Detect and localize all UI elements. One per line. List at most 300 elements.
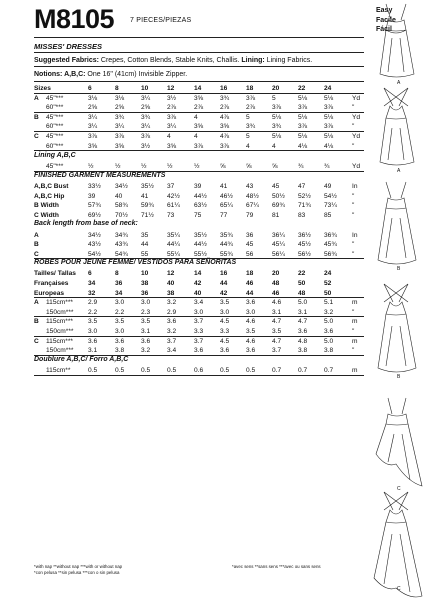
table-cell: 3.0: [246, 308, 256, 316]
width-label: 115cm***: [46, 318, 73, 326]
table-cell: 57¾: [88, 202, 101, 210]
unit-label: ": [352, 308, 355, 316]
table-cell: ⅝: [220, 163, 226, 171]
divider: [34, 66, 364, 67]
table-cell: 3.2: [141, 347, 151, 355]
table-cell: 42½: [167, 192, 180, 200]
table-cell: 56: [246, 250, 254, 258]
table-cell: 35¼: [167, 231, 180, 239]
table-cell: 8: [115, 85, 119, 92]
table-cell: 71¾: [298, 202, 311, 210]
unit-label: ": [352, 202, 355, 210]
table-cell: 22: [298, 85, 306, 92]
table-cell: 3.0: [220, 308, 230, 316]
unit-label: ": [352, 241, 355, 249]
table-cell: 32: [88, 289, 96, 297]
table-cell: 5.1: [324, 299, 334, 307]
table-cell: 3⅝: [115, 142, 125, 150]
table-cell: ¾: [298, 163, 304, 171]
table-cell: 3.6: [167, 318, 177, 326]
table-cell: 3.6: [220, 347, 230, 355]
doublure-heading: Doublure A,B,C/ Forro A,B,C: [34, 355, 129, 363]
unit-label: In: [352, 183, 358, 190]
row-label: Françaises: [34, 280, 69, 287]
table-cell: 3.8: [115, 347, 125, 355]
figure-label: A: [397, 168, 401, 174]
table-cell: 36¾: [324, 231, 337, 239]
table-cell: 3.0: [115, 328, 125, 335]
table-cell: 3¼: [167, 123, 177, 131]
table-cell: 58¾: [115, 202, 128, 210]
table-cell: 3⅞: [298, 123, 308, 131]
table-cell: 3¾: [220, 94, 230, 102]
table-cell: 24: [324, 270, 332, 278]
table-cell: 44½: [194, 192, 207, 200]
table-cell: 3½: [141, 142, 151, 150]
table-cell: 3.5: [246, 328, 256, 335]
table-cell: 2.2: [115, 308, 125, 316]
table-cell: 4⅛: [324, 142, 334, 150]
metric-yardage-row: [34, 317, 364, 326]
dress-view-b-back: [378, 284, 416, 372]
table-cell: 3.5: [272, 328, 282, 335]
table-cell: 3.6: [298, 328, 308, 335]
table-cell: 36: [141, 289, 149, 297]
table-cell: 3.0: [141, 299, 151, 307]
table-cell: 45: [246, 241, 254, 249]
table-cell: 3¾: [141, 113, 151, 121]
row-label: Tailles/ Tallas: [34, 270, 76, 278]
table-cell: 12: [167, 85, 175, 92]
table-cell: 0.5: [88, 366, 98, 374]
garment-row: [34, 192, 364, 201]
table-cell: ½: [88, 163, 94, 171]
unit-label: ": [352, 347, 355, 355]
table-cell: 52½: [298, 192, 311, 200]
table-cell: 48½: [246, 192, 259, 200]
table-cell: 54½: [88, 250, 101, 258]
table-cell: 2.2: [88, 308, 98, 316]
table-cell: 34½: [88, 231, 101, 239]
row-label: A: [34, 299, 39, 307]
table-cell: 48: [298, 289, 306, 297]
table-cell: 45½: [298, 241, 311, 249]
divider: [34, 37, 364, 38]
table-cell: 59¾: [141, 202, 154, 210]
garment-row: [34, 201, 364, 210]
table-cell: 5.0: [298, 299, 308, 307]
table-cell: 3.6: [88, 337, 98, 345]
width-label: 150cm***: [46, 328, 74, 335]
table-cell: 44¾: [220, 241, 233, 249]
table-cell: 36¼: [272, 231, 285, 239]
table-cell: 34½: [115, 183, 128, 190]
table-cell: 41: [220, 183, 228, 190]
table-cell: 0.5: [141, 366, 151, 374]
table-cell: 50: [324, 289, 332, 297]
row-label: B: [34, 241, 39, 249]
table-cell: 3.0: [194, 308, 204, 316]
table-cell: 5⅛: [298, 94, 308, 102]
notions: Notions: A,B,C: One 16" (41cm) Invisible Zipper.: [34, 71, 188, 78]
table-cell: 18: [246, 270, 254, 278]
row-label: A: [34, 94, 39, 102]
row-label: Europeas: [34, 289, 65, 297]
table-cell: 54¾: [115, 250, 128, 258]
dress-view-a-back: [380, 88, 414, 165]
table-cell: 18: [246, 85, 254, 92]
table-cell: 33½: [88, 183, 101, 190]
table-cell: 2⅝: [141, 104, 151, 112]
dress-view-c-front: [376, 398, 422, 486]
table-cell: 0.6: [194, 366, 204, 374]
table-cell: 3.3: [220, 328, 230, 335]
table-cell: 3⅞: [324, 104, 334, 112]
nap-notes-fr: *avec sens **sans sens ***avec ou sans sens: [232, 564, 321, 569]
table-cell: 16: [220, 270, 228, 278]
row-label: B: [34, 318, 39, 326]
table-cell: 3⅛: [88, 94, 98, 102]
table-cell: 70½: [115, 211, 128, 219]
table-cell: 45¾: [324, 241, 337, 249]
row-label: C: [34, 250, 39, 258]
width-label: 45"***: [46, 133, 64, 140]
table-cell: 3⅝: [220, 123, 230, 131]
table-cell: 3.6: [115, 337, 125, 345]
table-cell: 73¼: [324, 202, 337, 210]
table-cell: 8: [115, 270, 119, 278]
table-cell: 3⅞: [167, 113, 177, 121]
dress-view-a-front: [380, 4, 414, 77]
table-cell: 45¼: [272, 241, 285, 249]
table-cell: 3¼: [141, 94, 151, 102]
intl-sizes-row: [34, 279, 364, 288]
table-cell: 2⅞: [246, 104, 256, 112]
figure-label: C: [397, 486, 401, 492]
table-cell: 5.0: [324, 318, 334, 326]
table-cell: 3¾: [272, 123, 282, 131]
table-cell: 2⅞: [167, 104, 177, 112]
table-cell: 4.5: [220, 337, 230, 345]
table-cell: 55¼: [167, 250, 180, 258]
table-cell: 5⅛: [324, 133, 334, 140]
unit-label: ": [352, 104, 355, 112]
row-label: B: [34, 113, 39, 121]
table-cell: 3.6: [324, 328, 334, 335]
table-cell: 3⅝: [194, 123, 204, 131]
back-length-row: [34, 240, 364, 249]
table-cell: 75: [194, 211, 202, 219]
table-cell: 3.1: [88, 347, 98, 355]
table-cell: 40: [115, 192, 123, 200]
table-cell: 3.7: [194, 318, 204, 326]
table-cell: 3¼: [88, 113, 98, 121]
figure-label: B: [397, 374, 401, 380]
table-cell: 5⅛: [298, 133, 308, 140]
table-cell: 4.8: [298, 337, 308, 345]
table-cell: 10: [141, 270, 149, 278]
table-cell: 2⅝: [115, 104, 125, 112]
unit-label: m: [352, 318, 358, 326]
intl-sizes-row: [34, 269, 364, 278]
table-cell: 35: [141, 231, 149, 239]
pattern-number: M8105: [34, 4, 115, 34]
table-cell: 56¾: [324, 250, 337, 258]
width-label: 60"***: [46, 142, 64, 150]
unit-label: m: [352, 299, 358, 307]
table-cell: ½: [167, 163, 173, 171]
table-cell: 46: [246, 280, 254, 287]
table-cell: 3⅝: [167, 142, 177, 150]
row-label: A: [34, 231, 39, 239]
unit-label: ": [352, 123, 355, 131]
row-label: C Width: [34, 211, 59, 219]
table-cell: 34: [88, 280, 96, 287]
table-cell: 3⅞: [246, 94, 256, 102]
width-label: 150cm***: [46, 308, 74, 316]
table-cell: 44¼: [167, 241, 180, 249]
table-cell: 2⅞: [220, 104, 230, 112]
table-cell: 42: [220, 289, 228, 297]
table-cell: 35½: [194, 231, 207, 239]
table-cell: 63½: [194, 202, 207, 210]
row-label: B Width: [34, 202, 59, 210]
table-cell: 50½: [272, 192, 285, 200]
table-cell: 56¼: [272, 250, 285, 258]
width-label: 45"***: [46, 163, 64, 171]
table-cell: 39: [88, 192, 96, 200]
table-cell: 16: [220, 85, 228, 92]
difficulty-label: Easy Facile Fácil: [376, 7, 396, 33]
unit-label: ": [352, 211, 355, 219]
table-cell: 44: [141, 241, 149, 249]
width-label: 150cm***: [46, 347, 74, 355]
table-cell: 77: [220, 211, 228, 219]
table-cell: 14: [194, 85, 202, 92]
table-cell: 4: [167, 133, 171, 140]
back-length-heading: Back length from base of neck:: [34, 220, 138, 228]
unit-label: ": [352, 328, 355, 335]
table-cell: 54½: [324, 192, 337, 200]
table-cell: 61¼: [167, 202, 180, 210]
row-label: C: [34, 133, 39, 140]
table-cell: 3½: [167, 94, 177, 102]
table-cell: 5.0: [324, 337, 334, 345]
unit-label: m: [352, 337, 358, 345]
table-cell: 3.3: [194, 328, 204, 335]
table-cell: 4: [194, 113, 198, 121]
unit-label: ": [352, 142, 355, 150]
table-cell: 47: [298, 183, 306, 190]
table-cell: ½: [141, 163, 147, 171]
table-cell: 5: [246, 113, 250, 121]
table-cell: 4.6: [246, 318, 256, 326]
table-cell: 4.5: [220, 318, 230, 326]
suggested-fabrics: Suggested Fabrics: Crepes, Cotton Blends, Stable Knits, Challis. Lining: Lining Fabrics.: [34, 57, 313, 64]
table-cell: 0.7: [272, 366, 282, 374]
lining-heading: Lining A,B,C: [34, 152, 76, 160]
row-label: Sizes: [34, 85, 51, 92]
table-cell: 3⅞: [298, 104, 308, 112]
table-cell: ½: [115, 163, 121, 171]
table-cell: 4: [194, 133, 198, 140]
table-cell: 0.7: [298, 366, 308, 374]
table-cell: 3.7: [272, 347, 282, 355]
table-cell: 5⅛: [272, 113, 282, 121]
pattern-title: MISSES' DRESSES: [34, 42, 103, 51]
yardage-row: [34, 94, 364, 103]
table-cell: 67¼: [246, 202, 259, 210]
unit-label: Yd: [352, 163, 361, 171]
table-cell: 10: [141, 85, 149, 92]
table-cell: 39: [194, 183, 202, 190]
table-cell: 3.2: [324, 308, 334, 316]
table-cell: 3⅞: [141, 133, 151, 140]
metric-yardage-row: [34, 298, 364, 307]
table-cell: 3.4: [167, 347, 177, 355]
table-cell: 3⅞: [220, 142, 230, 150]
garment-row: [34, 211, 364, 220]
nap-notes: *with nap **without nap ***with or without nap *con pelusa **sin pelusa ***con o sin pelusa: [34, 564, 123, 575]
table-cell: 79: [246, 211, 254, 219]
table-cell: 52: [324, 280, 332, 287]
table-cell: 14: [194, 270, 202, 278]
pieces-count: 7 PIECES/PIEZAS: [130, 17, 192, 24]
table-cell: 3.7: [167, 337, 177, 345]
table-cell: 34¾: [115, 231, 128, 239]
table-cell: 36½: [298, 231, 311, 239]
table-cell: 0.5: [246, 366, 256, 374]
table-cell: 34: [115, 289, 123, 297]
dress-illustrations: [366, 0, 440, 606]
table-cell: 3⅞: [194, 142, 204, 150]
divider: [34, 81, 364, 82]
table-cell: 44: [246, 289, 254, 297]
table-cell: 3.0: [88, 328, 98, 335]
width-label: 115cm**: [46, 366, 71, 374]
table-cell: 4: [272, 142, 276, 150]
table-cell: 3⅞: [324, 123, 334, 131]
unit-label: ": [352, 192, 355, 200]
table-cell: 4: [246, 142, 250, 150]
table-cell: 4⅛: [298, 142, 308, 150]
table-cell: 69¾: [272, 202, 285, 210]
table-cell: 2⅞: [194, 104, 204, 112]
table-cell: 3⅞: [115, 133, 125, 140]
table-cell: 81: [272, 211, 280, 219]
table-cell: 2.9: [167, 308, 177, 316]
table-cell: 3.5: [220, 299, 230, 307]
table-cell: 44: [220, 280, 228, 287]
table-cell: 0.7: [324, 366, 334, 374]
table-cell: 3¼: [88, 123, 98, 131]
table-cell: 24: [324, 85, 332, 92]
width-label: 60"***: [46, 104, 64, 112]
unit-label: ": [352, 250, 355, 258]
table-cell: 4.7: [272, 337, 282, 345]
width-label: 115cm***: [46, 337, 73, 345]
table-cell: 3.7: [194, 337, 204, 345]
row-label: A,B,C Hip: [34, 192, 65, 200]
table-cell: 3¼: [115, 123, 125, 131]
garment-heading: FINISHED GARMENT MEASUREMENTS: [34, 171, 166, 179]
table-cell: 4.6: [272, 299, 282, 307]
table-cell: 2.9: [88, 299, 98, 307]
table-cell: 3.6: [194, 347, 204, 355]
table-cell: 3.6: [246, 347, 256, 355]
table-cell: 6: [88, 270, 92, 278]
unit-label: Yd: [352, 113, 361, 121]
table-cell: 55½: [194, 250, 207, 258]
table-cell: 36: [246, 231, 254, 239]
table-cell: 40: [194, 289, 202, 297]
table-cell: 41: [141, 192, 149, 200]
yardage-row: [34, 113, 364, 122]
table-cell: 3.2: [167, 328, 177, 335]
row-label: A,B,C Bust: [34, 183, 69, 190]
table-cell: 3.5: [88, 318, 98, 326]
unit-label: m: [352, 366, 358, 374]
table-cell: 3.1: [272, 308, 282, 316]
table-cell: 50: [298, 280, 306, 287]
table-cell: ⅝: [272, 163, 278, 171]
table-cell: 3¼: [141, 123, 151, 131]
table-cell: ⅝: [246, 163, 252, 171]
back-length-row: [34, 231, 364, 240]
table-cell: 20: [272, 85, 280, 92]
table-cell: 40: [167, 280, 175, 287]
table-cell: 45: [272, 183, 280, 190]
table-cell: 3.0: [115, 299, 125, 307]
table-cell: 5⅛: [272, 133, 282, 140]
row-label: C: [34, 337, 39, 345]
table-cell: 55¾: [220, 250, 233, 258]
table-cell: 38: [167, 289, 175, 297]
width-label: 45"***: [46, 94, 64, 102]
table-cell: 3.2: [167, 299, 177, 307]
table-cell: 3.5: [141, 318, 151, 326]
table-cell: 12: [167, 270, 175, 278]
table-cell: 85: [324, 211, 332, 219]
yardage-row: [34, 132, 364, 141]
table-cell: 2.3: [141, 308, 151, 316]
table-cell: 5⅛: [324, 94, 334, 102]
table-cell: 3.5: [115, 318, 125, 326]
table-cell: 4⅞: [220, 133, 230, 140]
table-cell: 22: [298, 270, 306, 278]
table-cell: 46: [272, 289, 280, 297]
table-cell: 55: [141, 250, 149, 258]
divider: [34, 150, 364, 151]
table-cell: 3.4: [194, 299, 204, 307]
table-cell: 3.1: [298, 308, 308, 316]
table-cell: 0.5: [115, 366, 125, 374]
divider: [34, 52, 364, 53]
table-cell: 3⅞: [272, 104, 282, 112]
table-cell: 0.5: [167, 366, 177, 374]
width-label: 115cm***: [46, 299, 73, 307]
table-cell: 38: [141, 280, 149, 287]
table-cell: 4.6: [246, 337, 256, 345]
unit-label: In: [352, 231, 358, 239]
metric-yardage-row: [34, 337, 364, 346]
table-cell: 35½: [141, 183, 154, 190]
dress-view-c-back: [374, 492, 422, 597]
table-cell: 3¾: [115, 113, 125, 121]
table-cell: 20: [272, 270, 280, 278]
figure-label: A: [397, 80, 401, 86]
table-cell: 4.7: [298, 318, 308, 326]
